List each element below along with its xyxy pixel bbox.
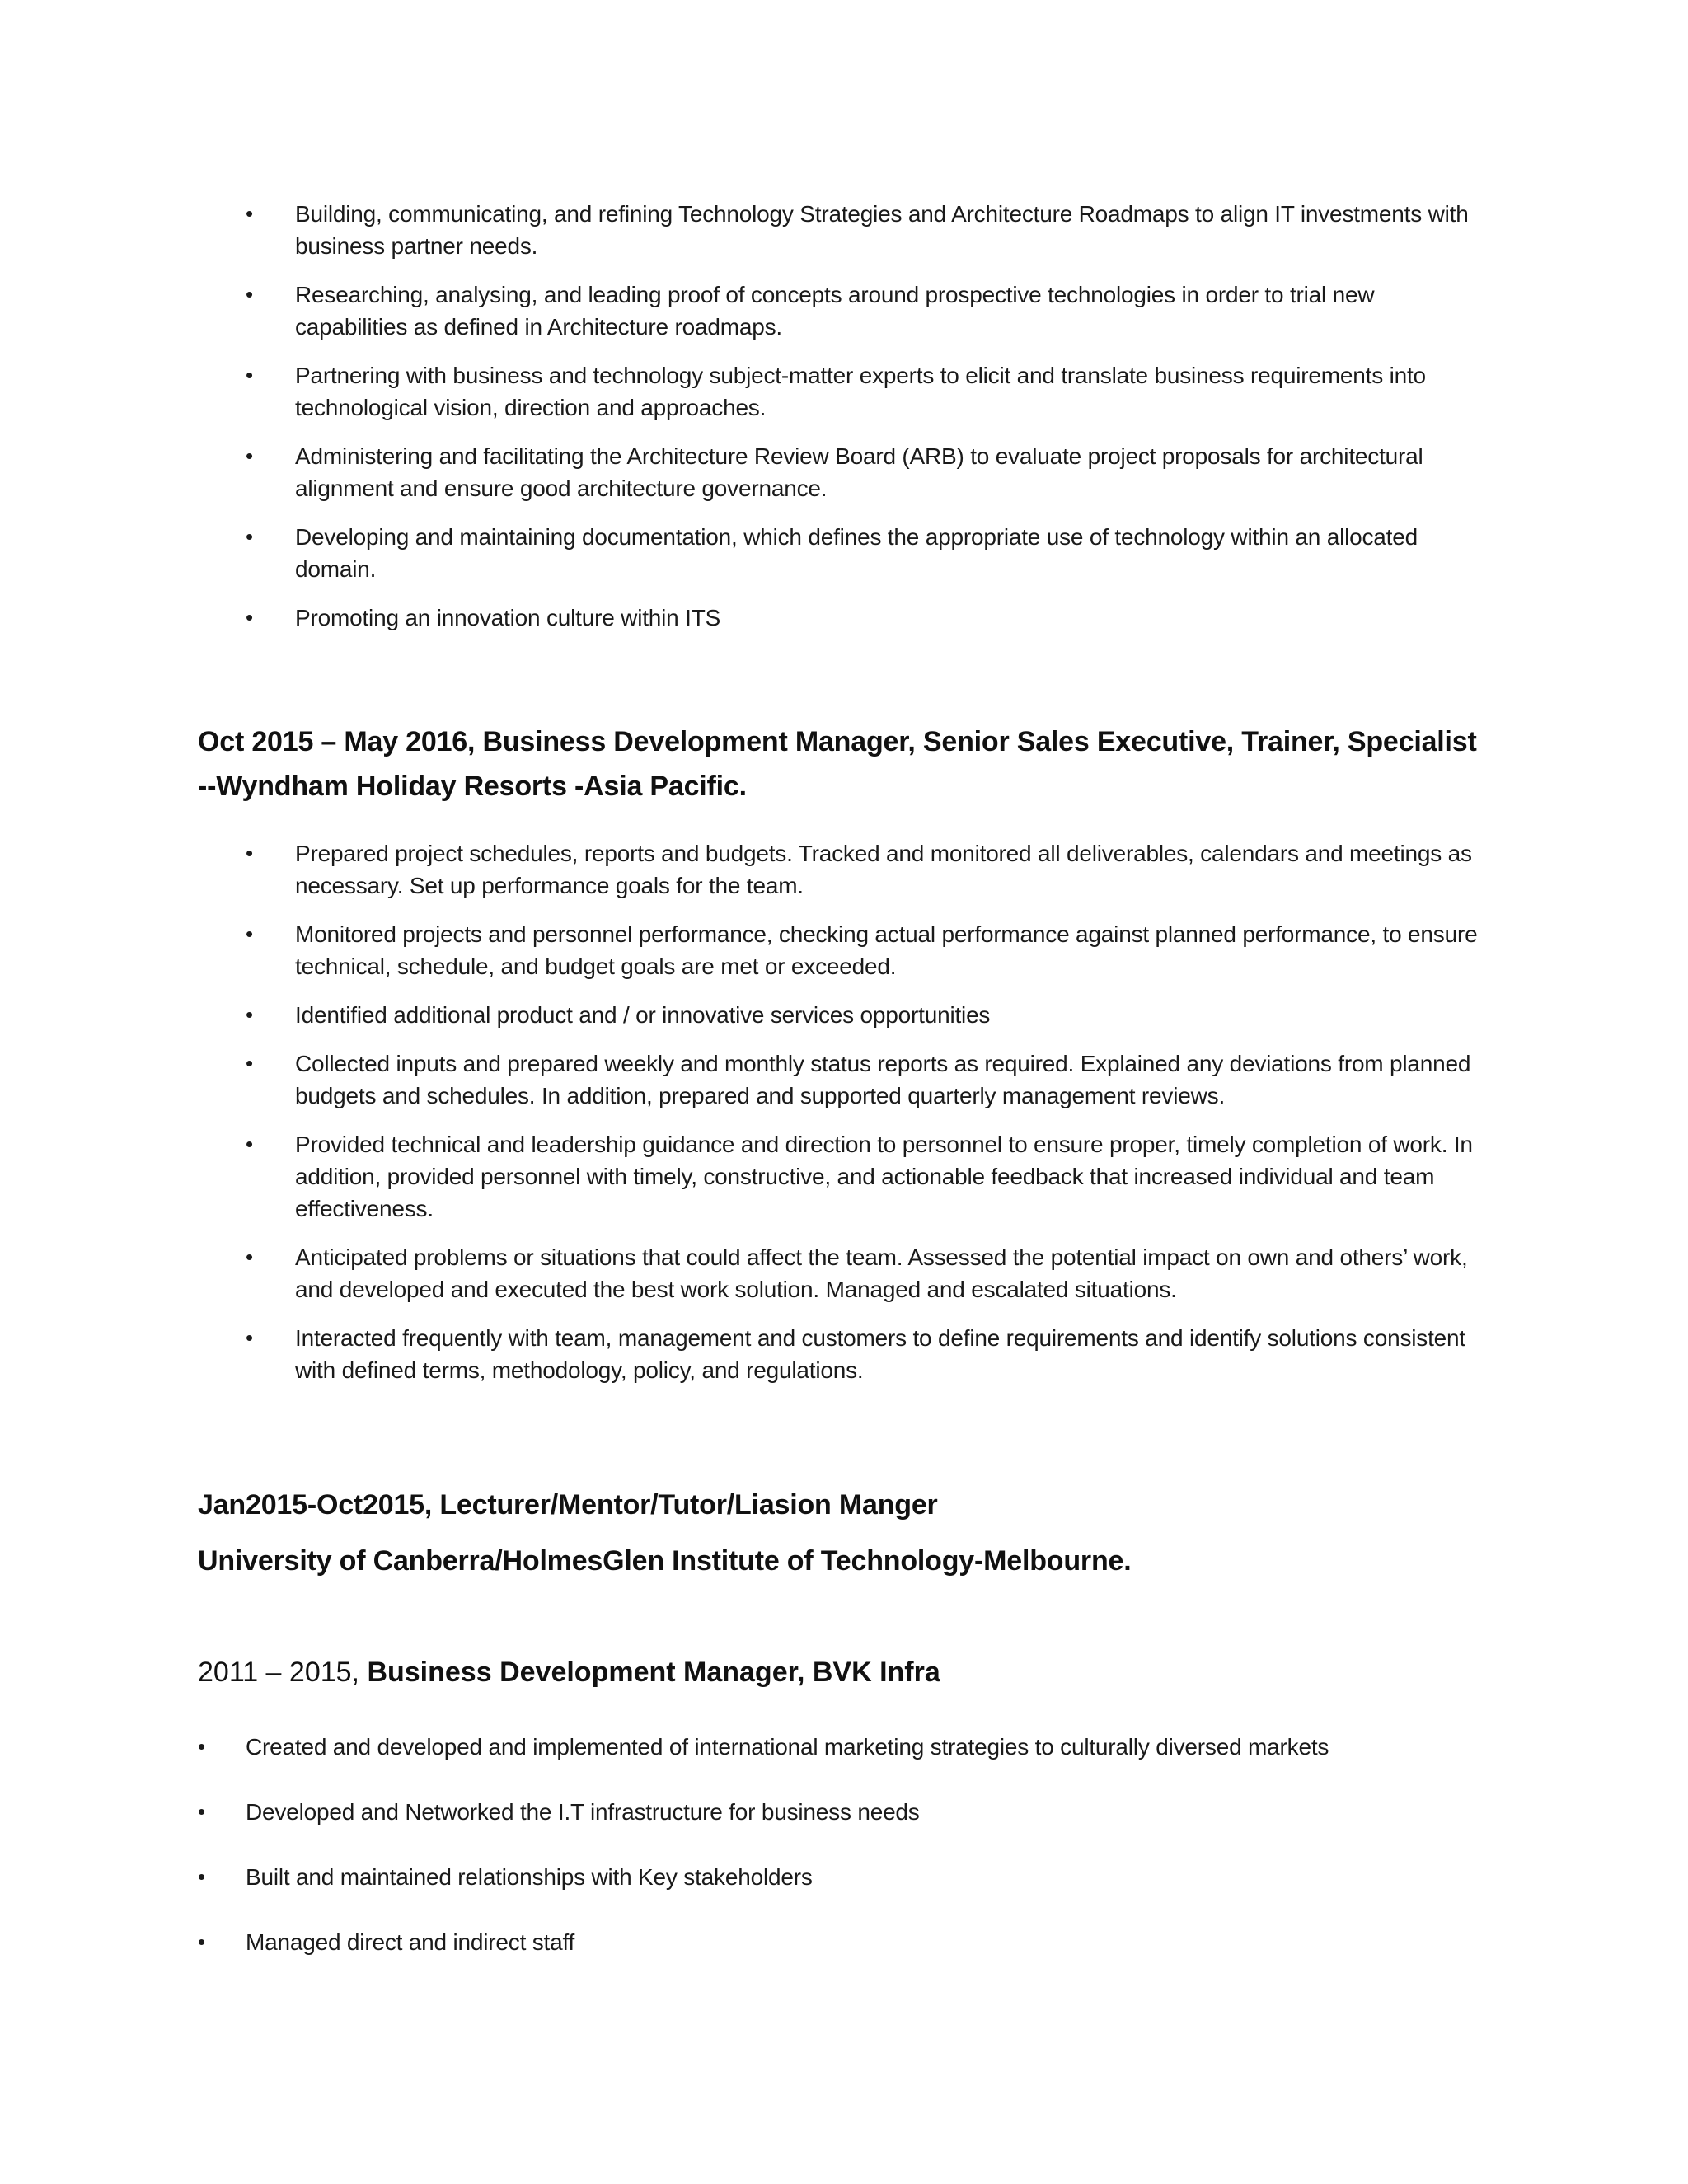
list-item-text: Partnering with business and technology subject-matter experts to elicit and translate business requirements into technological vision, direction and approaches.	[295, 363, 1426, 420]
bullet-icon: •	[246, 1132, 253, 1156]
bullet-icon: •	[246, 1002, 253, 1027]
list-item	[246, 837, 1498, 902]
job-heading-employer: University of Canberra/HolmesGlen Institute of Technology-Melbourne.	[198, 1545, 1132, 1577]
list-item-text: Interacted frequently with team, management and customers to define requirements and identify solutions consistent with defined terms, methodology, policy, and regulations.	[295, 1325, 1465, 1383]
bullet-icon: •	[246, 524, 253, 549]
job-heading-line: Oct 2015 – May 2016, Business Development Manager, Senior Sales Executive, Trainer, Specialist	[198, 726, 1477, 757]
list-item-text: Researching, analysing, and leading proof of concepts around prospective technologies in order to trial new capabilities as defined in Architecture roadmaps.	[295, 282, 1375, 340]
list-item	[198, 1796, 1498, 1828]
list-item-text: Identified additional product and / or innovative services opportunities	[295, 1002, 991, 1028]
list-item	[246, 198, 1482, 262]
list-item-text: Administering and facilitating the Architecture Review Board (ARB) to evaluate project proposals for architectural alignment and ensure good architecture governance.	[295, 443, 1423, 501]
job-heading-wyndham	[198, 719, 1517, 808]
list-item-text: Building, communicating, and refining Technology Strategies and Architecture Roadmaps to align IT investments with business partner needs.	[295, 201, 1469, 259]
list-item	[246, 359, 1482, 424]
list-item	[246, 1047, 1498, 1112]
list-item	[246, 918, 1498, 982]
list-item-text: Anticipated problems or situations that could affect the team. Assessed the potential impact on own and others’ work, and developed and executed the best work solution. Managed and escalated situations.	[295, 1244, 1468, 1302]
list-item	[246, 999, 1498, 1031]
bullet-icon: •	[198, 1734, 205, 1759]
bullet-icon: •	[198, 1929, 205, 1954]
list-item	[246, 521, 1482, 585]
list-item	[246, 440, 1482, 504]
list-item	[246, 279, 1482, 343]
job-heading-line: Jan2015-Oct2015, Lecturer/Mentor/Tutor/Liasion Manger	[198, 1489, 938, 1521]
bullet-icon: •	[246, 1325, 253, 1350]
bullet-icon: •	[246, 921, 253, 946]
list-item	[246, 1241, 1498, 1305]
bullet-icon: •	[246, 841, 253, 865]
list-item	[198, 1861, 1498, 1893]
bullet-icon: •	[246, 1244, 253, 1269]
job-heading-bvk	[198, 1650, 940, 1694]
list-item	[198, 1731, 1498, 1763]
wyndham-duties-list	[246, 837, 1498, 1403]
bullet-icon: •	[246, 605, 253, 630]
list-item	[198, 1926, 1498, 1958]
list-item-text: Created and developed and implemented of international marketing strategies to culturally diversed markets	[246, 1734, 1329, 1760]
job-heading-lecturer	[198, 1477, 1517, 1589]
list-item-text: Collected inputs and prepared weekly and monthly status reports as required. Explained any deviations from planned budgets and schedules. In addition, prepared and supported quarterly management reviews.	[295, 1051, 1471, 1108]
bullet-icon: •	[198, 1799, 205, 1824]
list-item-text: Provided technical and leadership guidance and direction to personnel to ensure proper, timely completion of work. In addition, provided personnel with timely, constructive, and actionable feedback that increased individual and team effectiveness.	[295, 1132, 1473, 1221]
list-item	[246, 1128, 1498, 1225]
bullet-icon: •	[246, 1051, 253, 1076]
bvk-duties-list	[198, 1731, 1498, 1991]
job-heading-title: Business Development Manager, BVK Infra	[367, 1657, 940, 1688]
bullet-icon: •	[246, 282, 253, 307]
bullet-icon: •	[246, 363, 253, 387]
list-item-text: Prepared project schedules, reports and budgets. Tracked and monitored all deliverables, calendars and meetings as necessary. Set up performance goals for the team.	[295, 841, 1472, 898]
list-item	[246, 1322, 1498, 1386]
list-item-text: Managed direct and indirect staff	[246, 1929, 575, 1955]
bullet-icon: •	[198, 1864, 205, 1889]
bullet-icon: •	[246, 201, 253, 226]
list-item-text: Monitored projects and personnel performance, checking actual performance against planned performance, to ensure technical, schedule, and budget goals are met or exceeded.	[295, 921, 1478, 979]
list-item-text: Developed and Networked the I.T infrastructure for business needs	[246, 1799, 920, 1825]
job-heading-employer: --Wyndham Holiday Resorts -Asia Pacific.	[198, 771, 747, 802]
list-item-text: Developing and maintaining documentation, which defines the appropriate use of technology within an allocated domain.	[295, 524, 1418, 582]
list-item-text: Built and maintained relationships with Key stakeholders	[246, 1864, 813, 1890]
list-item-text: Promoting an innovation culture within ITS	[295, 605, 721, 630]
job-heading-dates: 2011 – 2015,	[198, 1657, 368, 1688]
bullet-icon: •	[246, 443, 253, 468]
responsibilities-list	[246, 198, 1482, 650]
list-item	[246, 602, 1482, 634]
